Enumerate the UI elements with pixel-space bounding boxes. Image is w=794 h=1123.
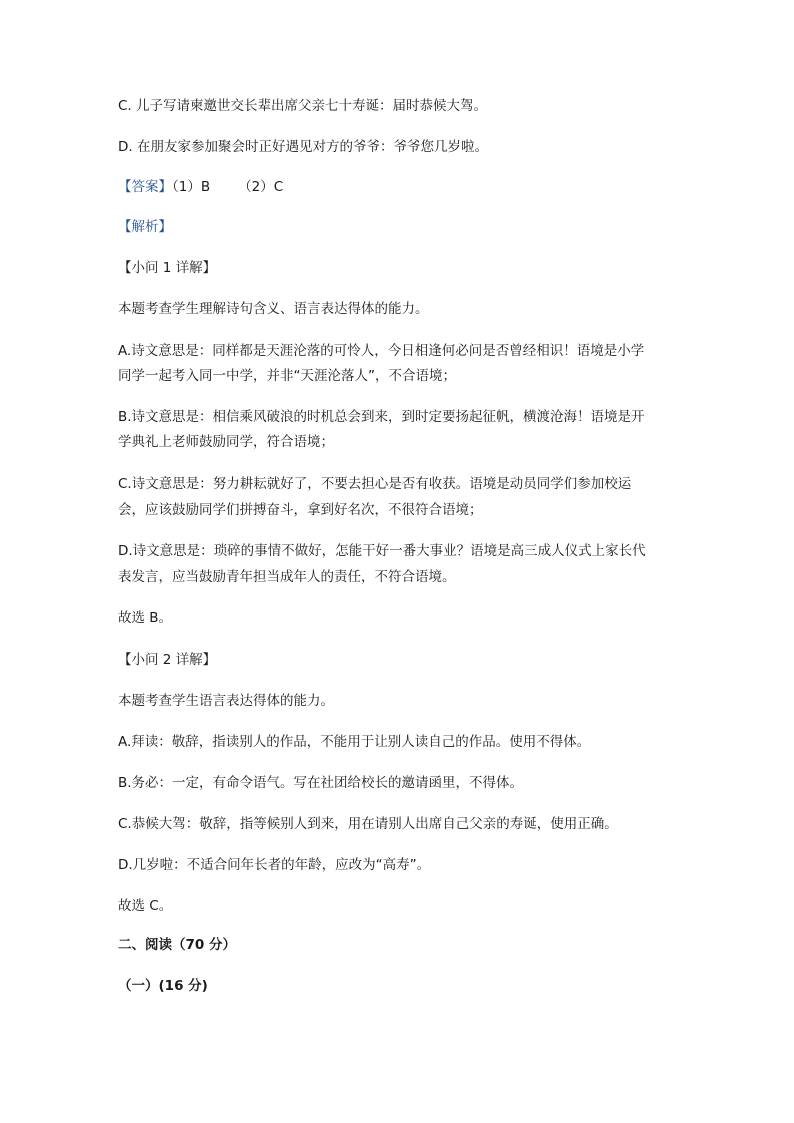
q2-option-d: D.几岁啦：不适合问年长者的年龄，应改为“高寿”。 <box>118 857 431 873</box>
answer-part-2: （2）C <box>238 179 284 195</box>
q2-heading: 【小问 2 详解】 <box>118 652 217 668</box>
q2-intro: 本题考查学生语言表达得体的能力。 <box>118 693 334 709</box>
q1-intro: 本题考查学生理解诗句含义、语言表达得体的能力。 <box>118 301 429 317</box>
q1-option-d-line2: 表发言，应当鼓励青年担当成年人的责任，不符合语境。 <box>118 569 456 585</box>
analysis-label: 【解析】 <box>118 219 172 235</box>
q1-conclusion: 故选 B。 <box>118 610 173 626</box>
q1-option-a-line1: A.诗文意思是：同样都是天涯沦落的可怜人，今日相逢何必问是否曾经相识！语境是小学 <box>118 343 645 359</box>
answer-label: 【答案】 <box>118 179 172 195</box>
q2-conclusion: 故选 C。 <box>118 898 173 914</box>
section-2-subtitle: （一）(16 分) <box>118 978 208 994</box>
q2-option-b: B.务必：一定，有命令语气。写在社团给校长的邀请函里，不得体。 <box>118 775 524 791</box>
q1-option-d-line1: D.诗文意思是：琐碎的事情不做好，怎能干好一番大事业？语境是高三成人仪式上家长代 <box>118 543 646 559</box>
section-2-title: 二、阅读（70 分） <box>118 937 236 953</box>
q2-option-c: C.恭候大驾：敬辞，指等候别人到来，用在请别人出席自己父亲的寿诞，使用正确。 <box>118 816 618 832</box>
q1-option-b-line2: 学典礼上老师鼓励同学，符合语境； <box>118 434 334 450</box>
answer-part-1: （1）B <box>172 179 211 195</box>
option-d: D. 在朋友家参加聚会时正好遇见对方的爷爷：爷爷您几岁啦。 <box>118 139 488 155</box>
q1-option-c-line1: C.诗文意思是：努力耕耘就好了，不要去担心是否有收获。语境是动员同学们参加校运 <box>118 476 632 492</box>
q1-option-b-line1: B.诗文意思是：相信乘风破浪的时机总会到来，到时定要扬起征帆，横渡沧海！语境是开 <box>118 409 645 425</box>
q1-option-a-line2: 同学一起考入同一中学，并非“天涯沦落人”，不合语境； <box>118 368 456 384</box>
option-c: C. 儿子写请柬邀世交长辈出席父亲七十寿诞：届时恭候大驾。 <box>118 98 488 114</box>
q1-heading: 【小问 1 详解】 <box>118 260 217 276</box>
q1-option-c-line2: 会，应该鼓励同学们拼搏奋斗，拿到好名次，不很符合语境； <box>118 502 483 518</box>
q2-option-a: A.拜读：敬辞，指读别人的作品，不能用于让别人读自己的作品。使用不得体。 <box>118 734 591 750</box>
answer-line <box>118 177 283 197</box>
